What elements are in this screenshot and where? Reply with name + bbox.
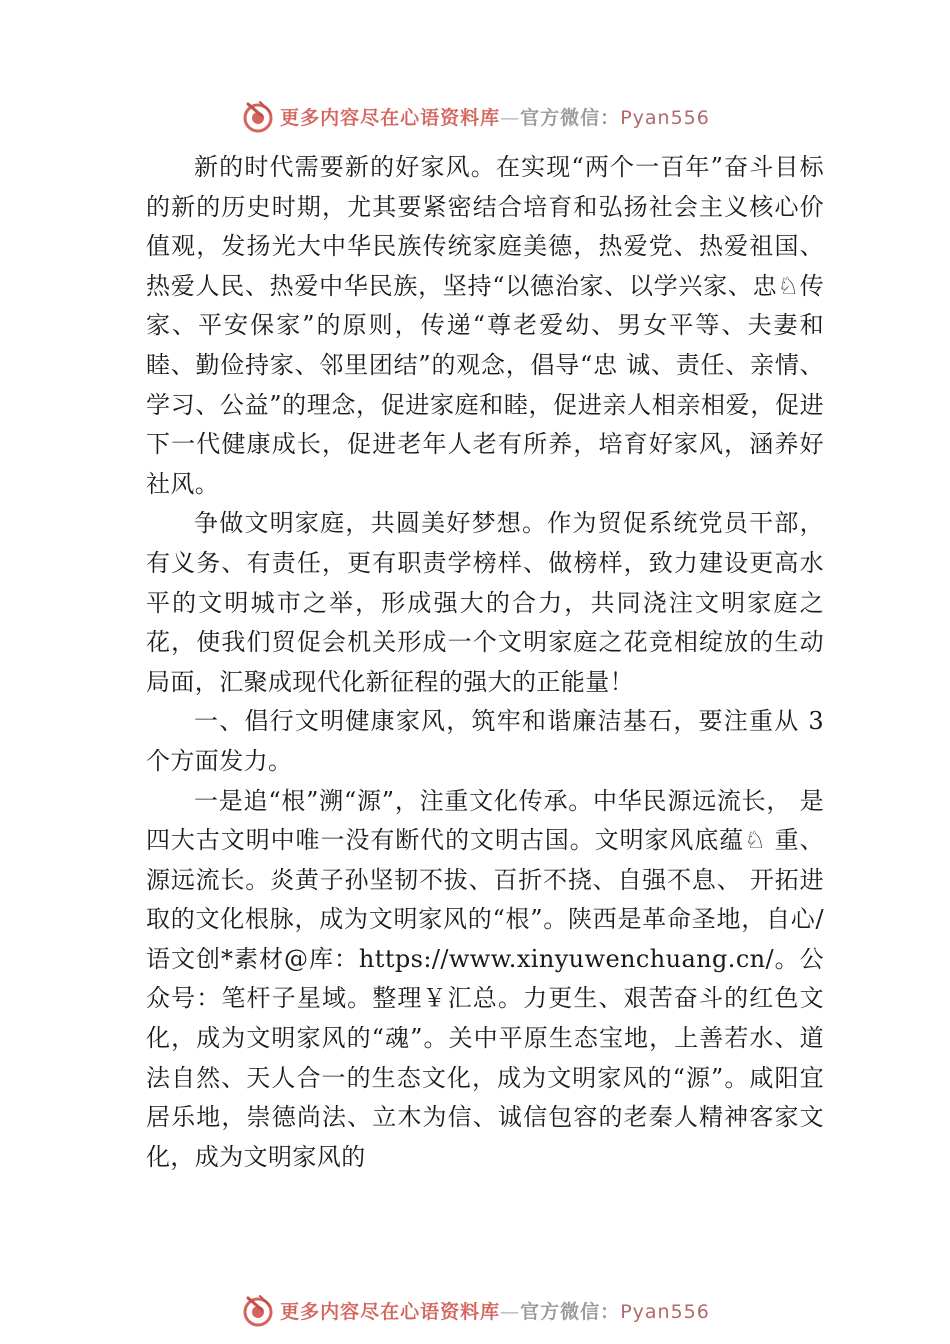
paragraph-2: 争做文明家庭，共圆美好梦想。作为贸促系统党员干部，有义务、有责任，更有职责学榜样、做榜样，致力建设更高水平的文明城市之举，形成强大的合力，共同浇注文明家庭之花，使我们贸促会机关形成一个文明家庭之花竞相绽放的生动局面，汇聚成现代化新征程的强大的正能量！ [146, 509, 824, 696]
footer-dash: — [500, 1300, 521, 1323]
header-wechat-label: 官方微信： [520, 106, 621, 129]
paragraph-1: 新的时代需要新的好家风。在实现“两个一百年”奋斗目标的新的历史时期，尤其要紧密结合培育和弘扬社会主义核心价值观，发扬光大中华民族传统家庭美德，热爱党、热爱祖国、热爱人民、热爱中华民族，坚持“以德治家、以学兴家、忠♘传家、平安保家”的原则，传递“尊老爱幼、男女平等、夫妻和睦、勤俭持家、邻里团结”的观念，倡导“忠 诚、责任、亲情、学习、公益”的理念，促进家庭和睦，促进亲人相亲相爱，促进下一代健康成长，促进老年人老有所养，培育好家风，涵养好社风。 [146, 153, 824, 498]
brand-logo-icon [240, 1292, 276, 1328]
header-banner [0, 96, 950, 136]
footer-wechat-label: 官方微信： [520, 1300, 621, 1323]
footer-brand: 更多内容尽在心语资料库 [280, 1300, 501, 1323]
document-body [146, 148, 824, 1177]
footer-banner-text [280, 1297, 710, 1324]
header-banner-text [280, 103, 710, 130]
header-wechat-id: Pyan556 [620, 106, 710, 129]
header-brand: 更多内容尽在心语资料库 [280, 106, 501, 129]
footer-banner [0, 1290, 950, 1330]
paragraph-3: 一、倡行文明健康家风，筑牢和谐廉洁基石，要注重从 3 个方面发力。 [146, 707, 824, 775]
header-dash: — [500, 106, 521, 129]
paragraph-4: 一是追“根”溯“源”，注重文化传承。中华民源远流长， 是四大古文明中唯一没有断代的文明古国。文明家风底蕴♘ 重、源远流长。炎黄子孙坚韧不拔、百折不挠、自强不息、 开拓进取的文化根脉，成为文明家风的“根”。陕西是革命圣地，自心/语文创*素材@库：https://www.xinyuwenchuang.cn/。公众号：笔杆子星域。整理￥汇总。力更生、艰苦奋斗的红色文化，成为文明家风的“魂”。关中平原生态宝地，上善若水、道法自然、天人合一的生态文化，成为文明家风的“源”。咸阳宜居乐地，崇德尚法、立木为信、诚信包容的老秦人精神客家文化，成为文明家风的 [146, 786, 824, 1171]
brand-logo-icon [240, 98, 276, 134]
footer-wechat-id: Pyan556 [620, 1300, 710, 1323]
